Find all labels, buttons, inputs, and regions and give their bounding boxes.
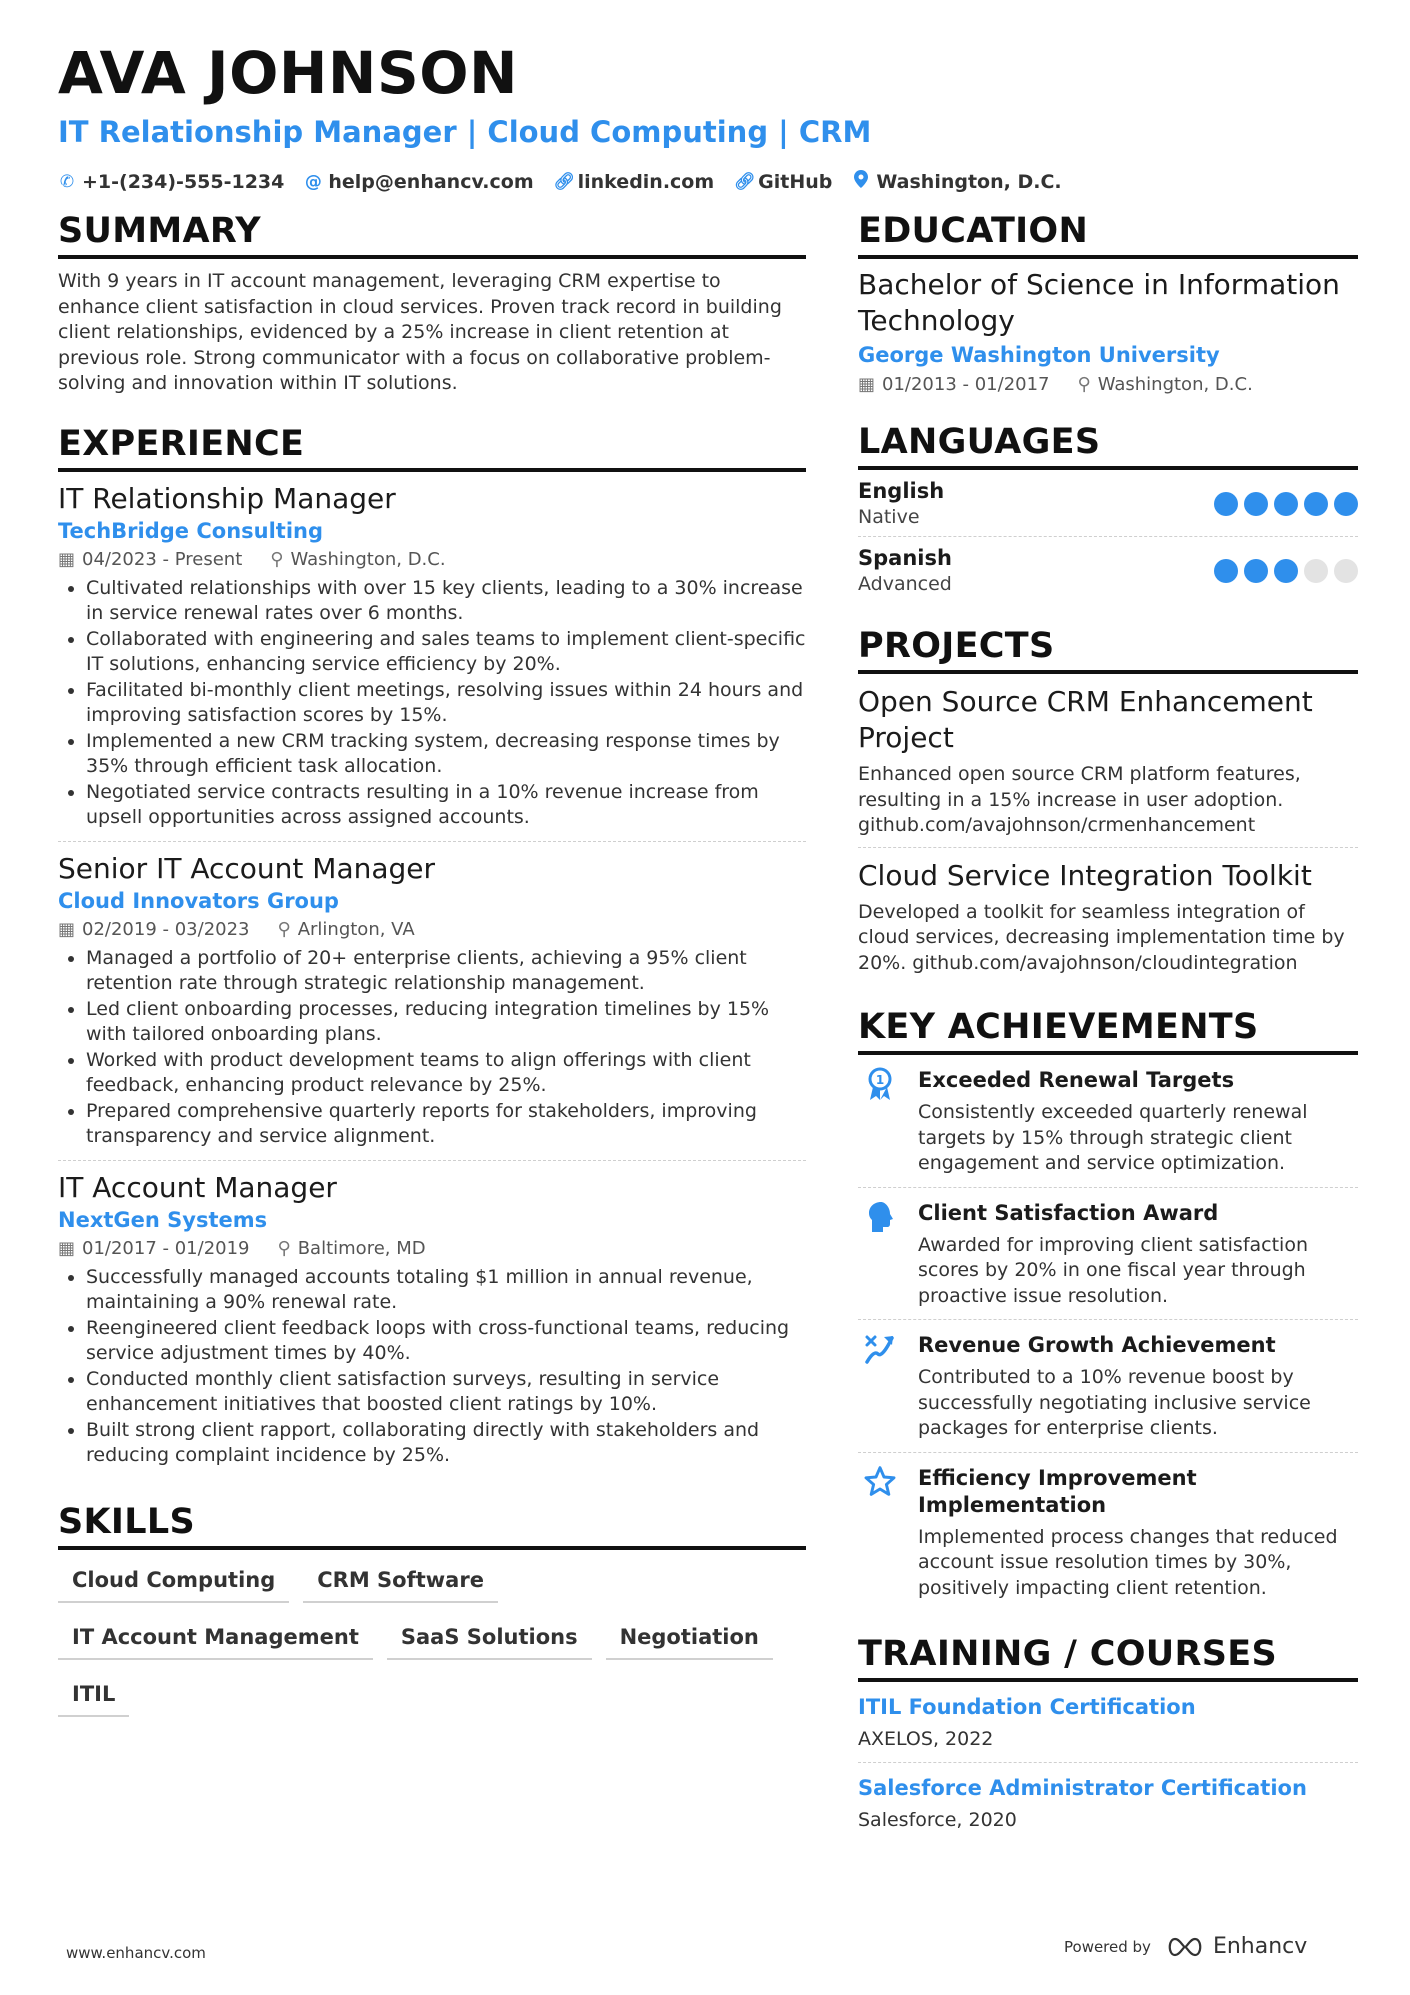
bullet: • Facilitated bi-monthly client meetings, resolving issues within 24 hours and improving satisfaction scores by 15%.	[86, 678, 806, 729]
left-column	[58, 211, 806, 1743]
growth-arrow-icon	[858, 1332, 902, 1442]
location-pin-icon: ⚲	[270, 548, 284, 570]
course-item	[858, 1682, 1358, 1763]
headline: IT Relationship Manager | Cloud Computing | CRM	[58, 115, 872, 149]
contact-text: +1-(234)-555-1234	[82, 170, 285, 193]
proficiency-dot-filled	[1274, 559, 1298, 583]
calendar-icon: ▦	[58, 1237, 76, 1259]
achievement-title: Revenue Growth Achievement	[918, 1333, 1276, 1357]
degree-title: Bachelor of Science in Information Technology	[858, 268, 1340, 337]
achievement-item	[858, 1453, 1358, 1612]
svg-text:1: 1	[875, 1073, 885, 1087]
company-name: TechBridge Consulting	[58, 518, 324, 543]
contact-text: linkedin.com	[577, 170, 715, 193]
project-description: Enhanced open source CRM platform features, resulting in a 15% increase in user adoption. github.com/avajohnson/crmenhancement	[858, 763, 1301, 836]
bullet: • Built strong client rapport, collaborating directly with stakeholders and reducing complaint incidence by 25%.	[86, 1418, 806, 1469]
enhancv-logo[interactable]	[1165, 1934, 1307, 1959]
job-bullets	[58, 576, 806, 831]
achievement-description: Implemented process changes that reduced account issue resolution times by 30%, positively impacting client retention.	[918, 1525, 1338, 1599]
company-name: NextGen Systems	[58, 1207, 268, 1232]
section-title: SKILLS	[58, 1505, 806, 1550]
bullet: • Cultivated relationships with over 15 key clients, leading to a 30% increase in service renewal rates over 6 months.	[86, 576, 806, 627]
powered-by-label: Powered by	[1064, 1937, 1151, 1956]
proficiency-dot-filled	[1334, 492, 1358, 516]
education-meta	[858, 371, 1358, 399]
course-provider: AXELOS, 2022	[858, 1728, 994, 1750]
section-title: EXPERIENCE	[58, 427, 806, 472]
contact-linkedin[interactable]	[554, 170, 715, 193]
bullet: • Managed a portfolio of 20+ enterprise clients, achieving a 95% client retention rate through strategic relationship management.	[86, 946, 806, 997]
contact-email[interactable]	[304, 170, 533, 193]
training-section	[858, 1634, 1358, 1843]
bullet: • Prepared comprehensive quarterly reports for stakeholders, improving transparency and service alignment.	[86, 1099, 806, 1150]
proficiency-dot-filled	[1214, 492, 1238, 516]
achievement-title: Exceeded Renewal Targets	[918, 1068, 1235, 1092]
experience-section	[58, 423, 806, 1479]
bullet: • Implemented a new CRM tracking system, decreasing response times by 35% through efficient task allocation.	[86, 729, 806, 780]
skills-list	[58, 1560, 806, 1717]
course-item	[858, 1763, 1358, 1843]
bullet: • Successfully managed accounts totaling $1 million in annual revenue, maintaining a 90% renewal rate.	[86, 1265, 806, 1316]
right-column	[858, 211, 1358, 1869]
footer-branding	[1064, 1934, 1307, 1959]
star-icon	[858, 1465, 902, 1602]
at-icon: @	[304, 171, 322, 192]
contact-github[interactable]	[734, 170, 832, 193]
infinity-logo-icon	[1165, 1936, 1205, 1958]
job-bullets	[58, 1265, 806, 1469]
job-meta	[58, 546, 806, 574]
contact-text: GitHub	[758, 170, 833, 193]
achievement-item	[858, 1320, 1358, 1453]
section-title: LANGUAGES	[858, 425, 1358, 470]
section-title: SUMMARY	[58, 214, 806, 259]
contact-location	[852, 170, 1061, 193]
contact-bar	[58, 170, 1062, 193]
language-item	[858, 537, 1358, 603]
achievement-title: Client Satisfaction Award	[918, 1200, 1219, 1225]
bullet: • Worked with product development teams to align offerings with client feedback, enhancing product relevance by 25%.	[86, 1048, 806, 1099]
bullet: • Led client onboarding processes, reducing integration timelines by 15% with tailored onboarding plans.	[86, 997, 806, 1048]
calendar-icon: ▦	[58, 548, 76, 570]
job-location: Washington, D.C.	[290, 548, 446, 570]
projects-section	[858, 626, 1358, 984]
language-level: Native	[858, 506, 920, 528]
job-title: IT Account Manager	[58, 1170, 337, 1204]
proficiency-dot-filled	[1274, 492, 1298, 516]
proficiency-dot-empty	[1334, 559, 1358, 583]
job-meta	[58, 1235, 806, 1263]
experience-item	[58, 1161, 806, 1479]
calendar-icon: ▦	[858, 374, 876, 395]
location-pin-icon	[852, 170, 870, 193]
job-title: Senior IT Account Manager	[58, 851, 436, 885]
location-pin-icon: ⚲	[1077, 374, 1091, 395]
brand-name: Enhancv	[1212, 1934, 1308, 1959]
link-icon: 🔗︎	[553, 171, 576, 192]
skill-tag: SaaS Solutions	[387, 1617, 592, 1660]
job-bullets	[58, 946, 806, 1150]
project-description: Developed a toolkit for seamless integration of cloud services, decreasing implementation time by 20%. github.com/avajohnson/cloudintegration	[858, 900, 1345, 974]
education-section	[858, 211, 1358, 399]
language-item	[858, 470, 1358, 537]
summary-text: With 9 years in IT account management, leveraging CRM expertise to enhance client satisfaction in cloud services. Proven track record in building client relationships, evidenced by a 25% increase in client retention at previous role. Strong communicator with a focus on collaborative problem-solving and innovation within IT solutions.	[58, 270, 782, 394]
achievements-section	[858, 1007, 1358, 1611]
job-dates: 01/2017 - 01/2019	[82, 1237, 250, 1259]
language-level: Advanced	[858, 573, 952, 595]
location-pin-icon: ⚲	[277, 1237, 291, 1259]
proficiency-dot-filled	[1244, 492, 1268, 516]
link-icon: 🔗︎	[734, 171, 756, 192]
bullet: • Reengineered client feedback loops with cross-functional teams, reducing service adjustment times by 40%.	[86, 1316, 806, 1367]
achievement-description: Awarded for improving client satisfaction scores by 20% in one fiscal year through proactive issue resolution.	[918, 1233, 1309, 1307]
section-title: PROJECTS	[858, 629, 1358, 674]
experience-item	[58, 472, 806, 842]
experience-item	[58, 842, 806, 1161]
education-location: Washington, D.C.	[1097, 374, 1253, 395]
project-title: Open Source CRM Enhancement Project	[858, 685, 1313, 754]
bullet: • Negotiated service contracts resulting in a 10% revenue increase from upsell opportunities across assigned accounts.	[86, 780, 806, 831]
achievement-item	[858, 1055, 1358, 1188]
phone-icon: ✆	[59, 171, 75, 192]
job-location: Baltimore, MD	[297, 1237, 426, 1259]
candidate-name: AVA JOHNSON	[58, 39, 519, 107]
course-title: ITIL Foundation Certification	[858, 1695, 1196, 1719]
skill-tag: CRM Software	[303, 1560, 498, 1603]
skill-tag: IT Account Management	[58, 1617, 373, 1660]
section-title: EDUCATION	[858, 214, 1358, 259]
achievement-title: Efficiency Improvement Implementation	[918, 1465, 1197, 1517]
project-item	[858, 848, 1358, 985]
school-name: George Washington University	[858, 343, 1220, 367]
project-title: Cloud Service Integration Toolkit	[858, 858, 1312, 892]
job-dates: 02/2019 - 03/2023	[82, 918, 250, 940]
skill-tag: Cloud Computing	[58, 1560, 289, 1603]
bullet: • Conducted monthly client satisfaction surveys, resulting in service enhancement initiatives that boosted client ratings by 10%.	[86, 1367, 806, 1418]
job-meta	[58, 916, 806, 944]
job-title: IT Relationship Manager	[58, 481, 396, 515]
skill-tag: ITIL	[58, 1674, 129, 1717]
proficiency-dots	[1214, 492, 1358, 516]
contact-text: Washington, D.C.	[876, 170, 1062, 193]
company-name: Cloud Innovators Group	[58, 888, 339, 913]
section-title: KEY ACHIEVEMENTS	[858, 1010, 1358, 1055]
job-dates: 04/2023 - Present	[82, 548, 243, 570]
proficiency-dot-empty	[1304, 559, 1328, 583]
proficiency-dot-filled	[1304, 492, 1328, 516]
skill-tag: Negotiation	[606, 1617, 773, 1660]
calendar-icon: ▦	[58, 918, 76, 940]
bullet: • Collaborated with engineering and sales teams to implement client-specific IT solutions, enhancing service efficiency by 20%.	[86, 627, 806, 678]
skills-section	[58, 1501, 806, 1717]
location-pin-icon: ⚲	[277, 918, 291, 940]
proficiency-dots	[1214, 559, 1358, 583]
job-location: Arlington, VA	[297, 918, 415, 940]
achievement-description: Contributed to a 10% revenue boost by successfully negotiating inclusive service packages for enterprise clients.	[918, 1366, 1311, 1439]
project-item	[858, 674, 1358, 848]
education-dates: 01/2013 - 01/2017	[882, 374, 1050, 395]
summary-section	[58, 211, 806, 397]
language-name: English	[858, 479, 945, 503]
footer-website[interactable]: www.enhancv.com	[66, 1944, 206, 1962]
contact-phone[interactable]	[58, 170, 284, 193]
award-ribbon-icon	[858, 1067, 902, 1177]
contact-text: help@enhancv.com	[328, 170, 534, 193]
head-profile-icon	[858, 1200, 902, 1310]
language-name: Spanish	[858, 546, 952, 570]
proficiency-dot-filled	[1244, 559, 1268, 583]
achievement-description: Consistently exceeded quarterly renewal targets by 15% through strategic client engagement and service optimization.	[918, 1101, 1308, 1174]
achievement-item	[858, 1188, 1358, 1321]
section-title: TRAINING / COURSES	[858, 1637, 1358, 1682]
course-provider: Salesforce, 2020	[858, 1809, 1017, 1831]
course-title: Salesforce Administrator Certification	[858, 1776, 1307, 1800]
languages-section	[858, 422, 1358, 603]
proficiency-dot-filled	[1214, 559, 1238, 583]
